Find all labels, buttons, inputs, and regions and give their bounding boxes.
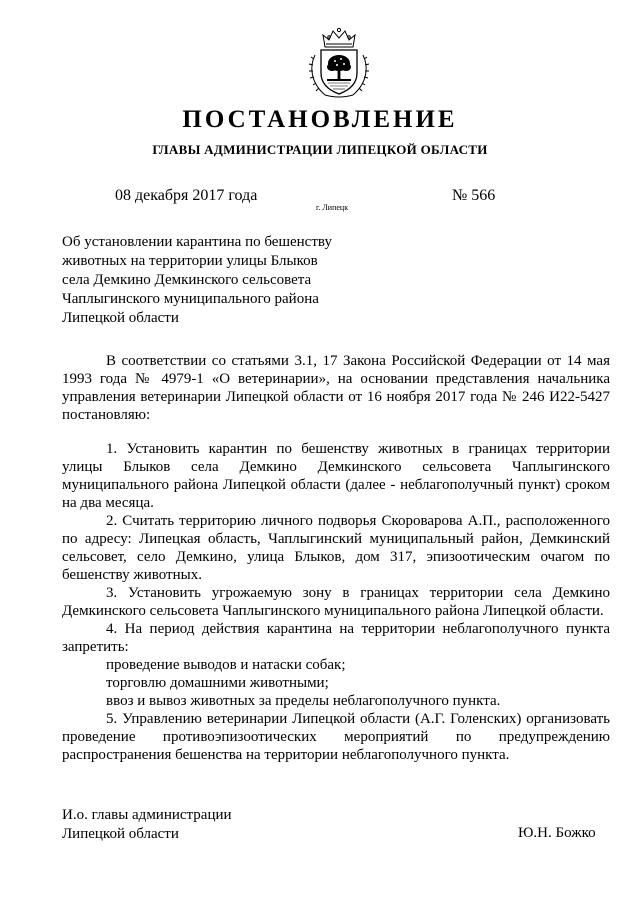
signatory-name: Ю.Н. Божко [518, 825, 596, 841]
signatory-line-2: Липецкой области [62, 826, 179, 842]
subject-line: Липецкой области [62, 310, 179, 326]
prohibition-item: проведение выводов и натаски собак; [106, 657, 346, 673]
prohibition-item: ввоз и вывоз животных за пределы неблагополучного пункта. [106, 693, 501, 709]
document-subject [62, 233, 372, 328]
coat-of-arms-icon [301, 25, 377, 101]
paragraph-5: 5. Управлению ветеринарии Липецкой области (А.Г. Голенских) организовать проведение противоэпизоотических мероприятий по предупреждению распространения бешенства на территории неблагополучного пункта. [62, 711, 610, 763]
preamble-paragraph: В соответствии со статьями 3.1, 17 Закона Российской Федерации от 14 мая 1993 года № 4979-1 «О ветеринарии», на основании представления начальника управления ветеринарии Липецкой области от 16 ноября 2017 года № 246 И22-5427 постановляю: [62, 353, 610, 423]
signatory-position [62, 806, 232, 844]
subject-line: Чаплыгинского муниципального района [62, 291, 319, 307]
paragraph-4: 4. На период действия карантина на территории неблагополучного пункта запретить: [62, 621, 610, 655]
document-subtitle: ГЛАВЫ АДМИНИСТРАЦИИ ЛИПЕЦКОЙ ОБЛАСТИ [152, 142, 488, 157]
paragraph-3: 3. Установить угрожаемую зону в границах территории села Демкино Демкинского сельсовета Чаплыгинского муниципального района Липецкой области. [62, 585, 610, 619]
document-place: г. Липецк [316, 203, 349, 212]
document-date: 08 декабря 2017 года [115, 187, 258, 204]
paragraph-1: 1. Установить карантин по бешенству животных в границах территории улицы Блыков села Демкино Демкинского сельсовета Чаплыгинского муниципального района Липецкой области (далее - неблагополучный пункт) сроком на два месяца. [62, 441, 610, 511]
signatory-line-1: И.о. главы администрации [62, 807, 232, 823]
subject-line: Об установлении карантина по бешенству [62, 234, 332, 250]
document-title: ПОСТАНОВЛЕНИЕ [182, 106, 458, 133]
prohibition-item: торговлю домашними животными; [106, 675, 329, 691]
document-number: № 566 [452, 187, 496, 204]
document-body [62, 352, 610, 764]
paragraph-2: 2. Считать территорию личного подворья Скороварова А.П., расположенного по адресу: Липецкая область, Чаплыгинский муниципальный район, Демкинский сельсовет, село Демкино, улица Блыков, дом 317, эпизоотическим очагом по бешенству животных. [62, 513, 610, 583]
subject-line: животных на территории улицы Блыков [62, 253, 318, 269]
subject-line: села Демкино Демкинского сельсовета [62, 272, 312, 288]
